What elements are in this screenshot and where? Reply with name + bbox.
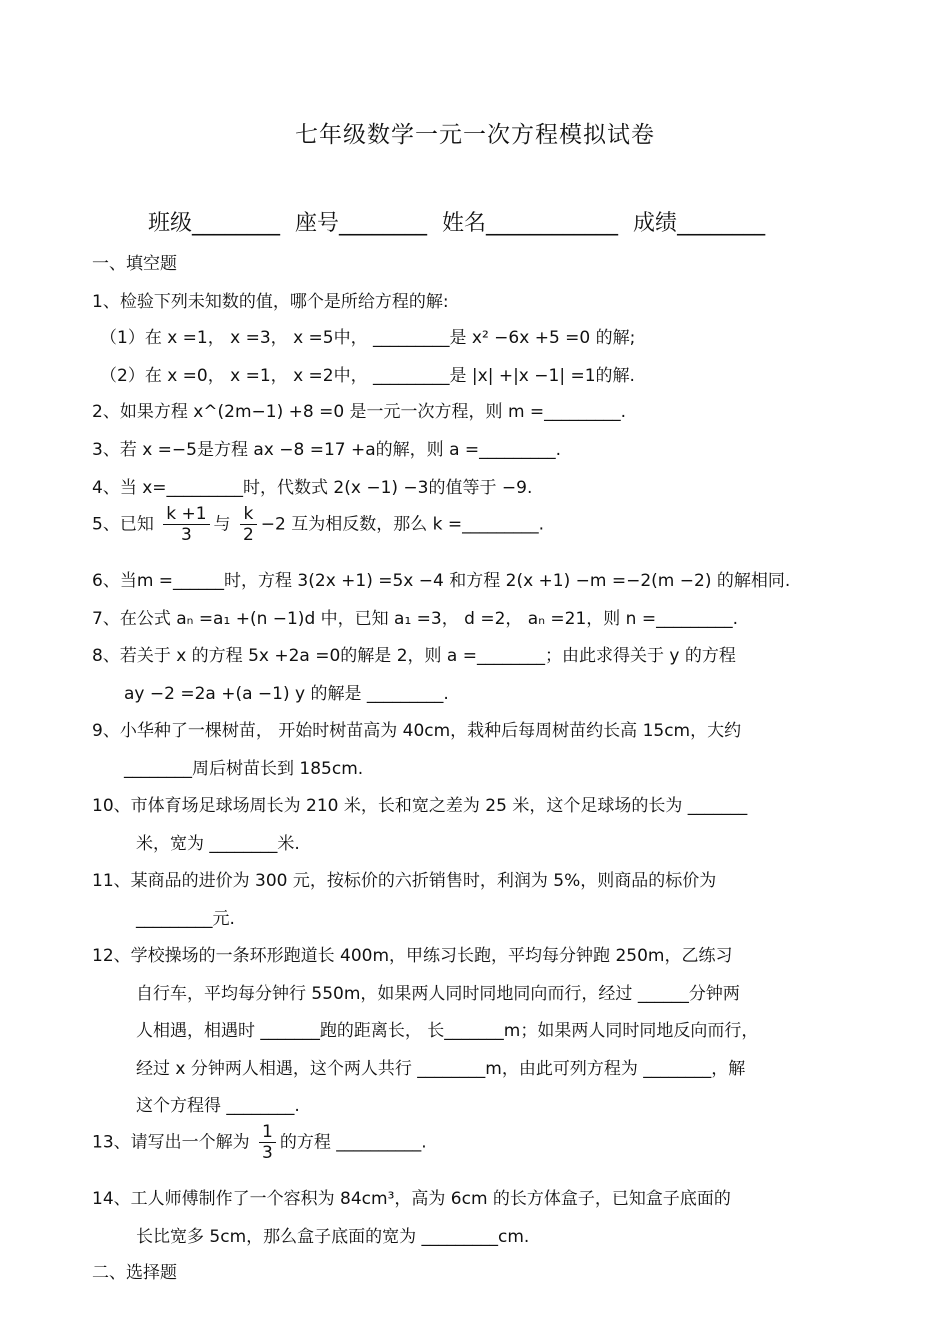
seat-blank[interactable]: ________: [339, 211, 428, 236]
question-5-fraction-2: [240, 504, 257, 545]
question-12-line-2: 自行车，平均每分钟行 550m，如果两人同时同地同向而行，经过 ______分钟两: [136, 984, 740, 1004]
section-fill-in-heading: 一、填空题: [92, 254, 177, 274]
question-5-pre: 5、已知: [92, 514, 154, 535]
question-13: [92, 1122, 427, 1163]
fraction-numerator: 1: [259, 1122, 276, 1143]
fraction-1-numerator: k +1: [163, 504, 209, 525]
question-3: 3、若 x =−5是方程 ax −8 =17 +a的解，则 a =_________.: [92, 440, 562, 460]
name-blank[interactable]: ____________: [486, 211, 619, 236]
question-8-line-1: 8、若关于 x 的方程 5x +2a =0的解是 2，则 a =________；由此求得关于 y 的方程: [92, 646, 736, 666]
question-5-fraction-1: [163, 504, 209, 545]
name-label: 姓名: [442, 211, 487, 236]
question-6: 6、当m =______时，方程 3(2x +1) =5x −4 和方程 2(x +1) −m =−2(m −2) 的解相同.: [92, 571, 791, 591]
question-7: 7、在公式 aₙ =a₁ +(n −1)d 中，已知 a₁ =3， d =2， aₙ =21，则 n =_________.: [92, 609, 738, 629]
page-title: 七年级数学一元一次方程模拟试卷: [295, 122, 655, 148]
question-12-line-5: 这个方程得 ________.: [136, 1096, 300, 1116]
fraction-denominator: 3: [262, 1143, 273, 1163]
question-13-fraction: [259, 1122, 276, 1163]
seat-field: [295, 206, 427, 237]
question-9-line-2: ________周后树苗长到 185cm.: [124, 759, 364, 779]
question-4: 4、当 x=_________时，代数式 2(x −1) −3的值等于 −9.: [92, 478, 533, 498]
question-11-line-2: _________元.: [136, 909, 235, 929]
seat-label: 座号: [295, 211, 340, 236]
class-field: [148, 206, 280, 237]
question-9-line-1: 9、小华种了一棵树苗， 开始时树苗高为 40cm，栽种后每周树苗约长高 15cm，大约: [92, 721, 742, 741]
score-blank[interactable]: ________: [677, 211, 766, 236]
question-14-line-2: 长比宽多 5cm，那么盒子底面的宽为 _________cm.: [136, 1227, 530, 1247]
student-info-fields: [148, 206, 773, 237]
question-13-post: 的方程 __________.: [279, 1132, 427, 1153]
question-12-line-4: 经过 x 分钟两人相遇，这个两人共行 ________m，由此可列方程为 ________，解: [136, 1059, 746, 1079]
question-11-line-1: 11、某商品的进价为 300 元，按标价的六折销售时，利润为 5%，则商品的标价为: [92, 871, 717, 891]
question-14-line-1: 14、工人师傅制作了一个容积为 84cm³，高为 6cm 的长方体盒子，已知盒子底面的: [92, 1189, 731, 1209]
class-blank[interactable]: ________: [192, 211, 281, 236]
score-field: [633, 206, 765, 237]
question-8-line-2: ay −2 =2a +(a −1) y 的解是 _________.: [124, 684, 449, 704]
question-1-part-2: （2）在 x =0， x =1， x =2中， _________是 |x| +|x −1| =1的解.: [100, 366, 635, 386]
name-field: [442, 206, 618, 237]
question-12-line-3: 人相遇，相遇时 _______跑的距离长， 长_______m；如果两人同时同地反向而行，: [136, 1021, 759, 1041]
question-13-pre: 13、请写出一个解为: [92, 1132, 250, 1153]
fraction-2-denominator: 2: [242, 525, 254, 545]
question-2: 2、如果方程 x^(2m−1) +8 =0 是一元一次方程，则 m =_________.: [92, 402, 627, 422]
question-12-line-1: 12、学校操场的一条环形跑道长 400m，甲练习长跑，平均每分钟跑 250m，乙练习: [92, 946, 733, 966]
question-5-mid: 与: [213, 514, 231, 535]
question-5-post: −2 互为相反数，那么 k =_________.: [260, 514, 545, 535]
score-label: 成绩: [633, 211, 678, 236]
question-10-line-1: 10、市体育场足球场周长为 210 米，长和宽之差为 25 米，这个足球场的长为 _______: [92, 796, 748, 816]
question-1-part-1: （1）在 x =1， x =3， x =5中， _________是 x² −6x +5 =0 的解;: [100, 328, 636, 348]
section-multiple-choice-heading: 二、选择题: [92, 1263, 177, 1283]
fraction-2-numerator: k: [240, 504, 257, 525]
question-5: [92, 504, 544, 545]
question-10-line-2: 米，宽为 ________米.: [136, 834, 300, 854]
class-label: 班级: [148, 211, 193, 236]
fraction-1-denominator: 3: [180, 525, 192, 545]
question-1-stem: 1、检验下列未知数的值，哪个是所给方程的解:: [92, 292, 449, 312]
